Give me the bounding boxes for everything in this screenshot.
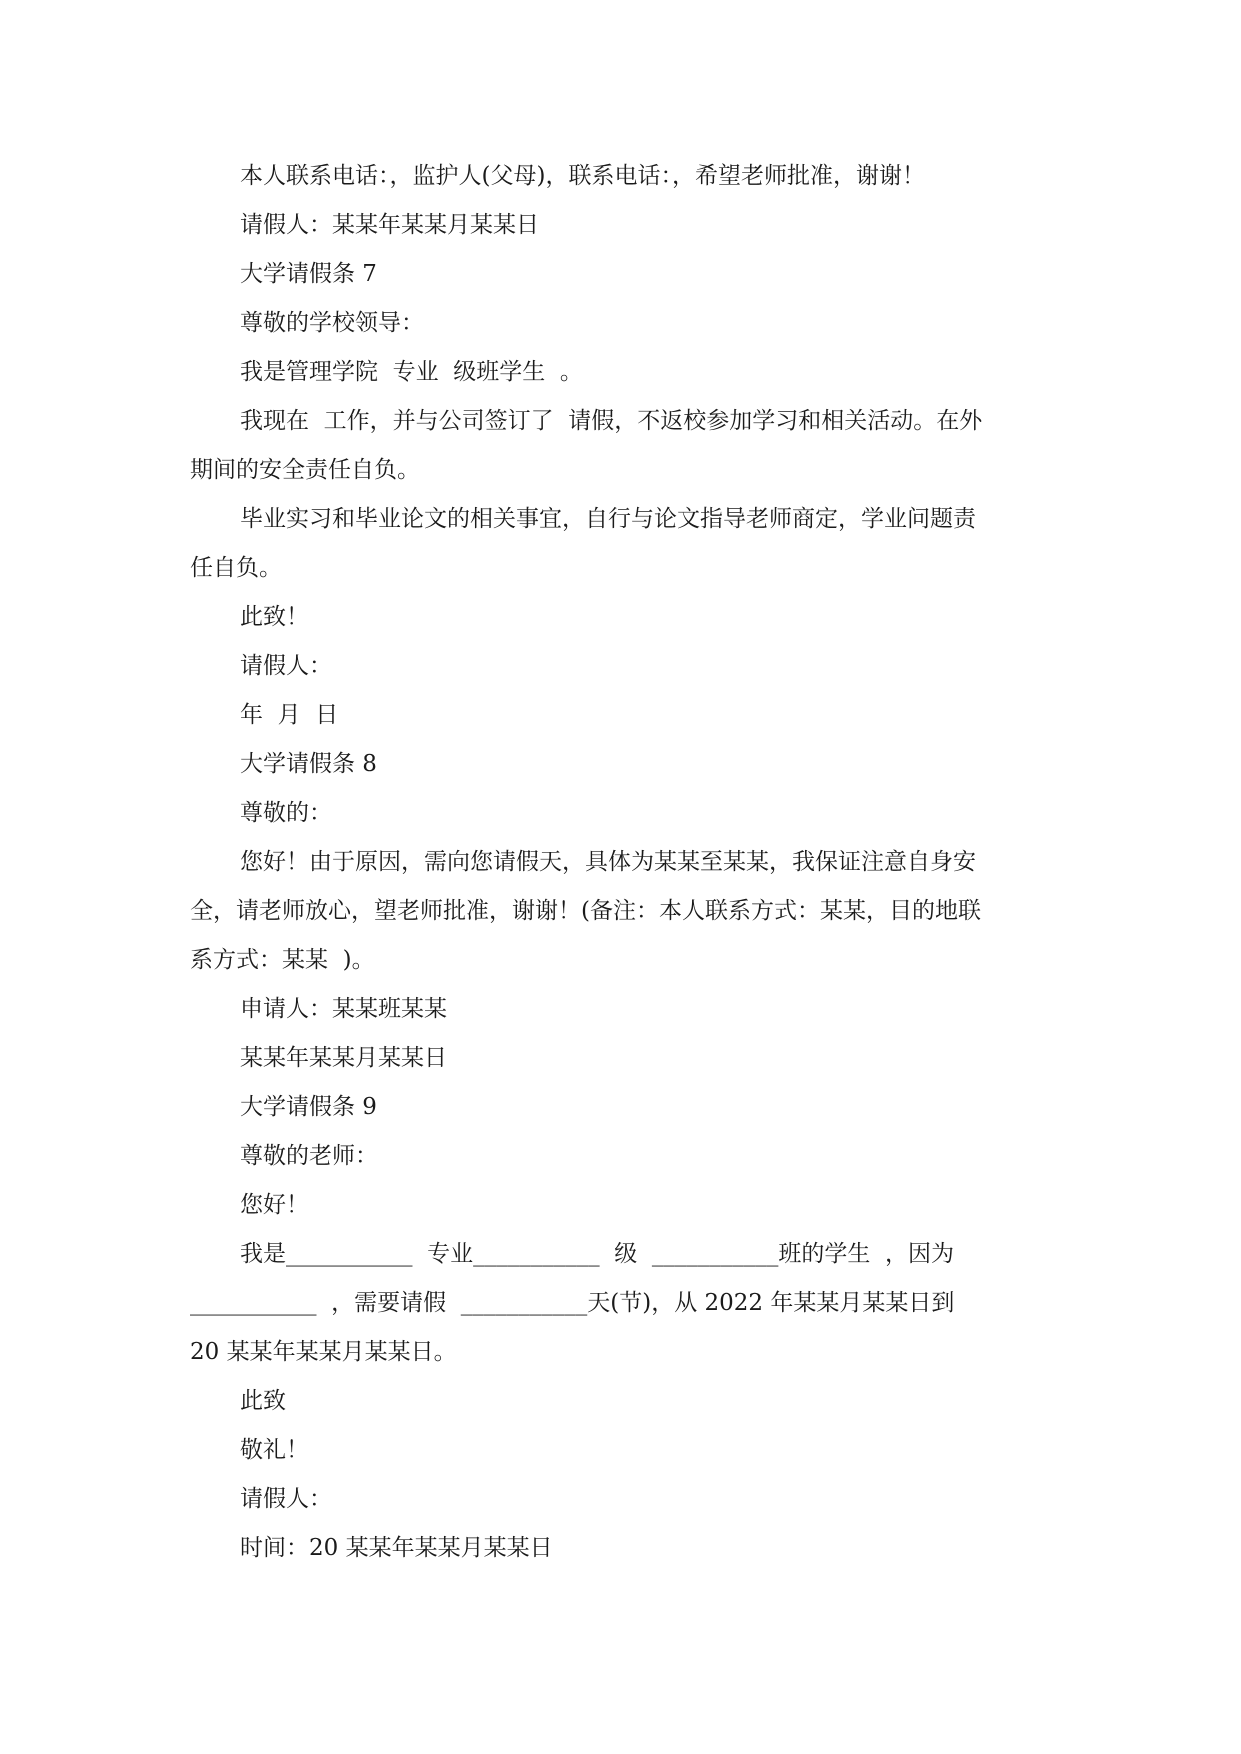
closing-line: 此致！ [240,604,309,630]
date-line: 年 月 日 [240,702,339,728]
body-paragraph-line: 我是管理学院 专业 级班学生 。 [240,359,583,385]
salutation-line: 尊敬的： [240,800,332,826]
requester-line: 请假人： [240,653,332,679]
body-paragraph-line: 任自负。 [190,555,282,581]
body-paragraph-line: 我是___________ 专业___________ 级 ___________班的学生 ，因为 [240,1241,954,1267]
section-heading-8: 大学请假条 8 [240,751,377,777]
requester-date-line: 请假人：某某年某某月某某日 [240,212,539,238]
closing-line: 此致 [240,1388,286,1414]
body-paragraph-line: ___________ ，需要请假 ___________天(节)，从 2022 年某某月某某日到 [190,1290,955,1316]
date-line: 某某年某某月某某日 [240,1045,447,1071]
body-paragraph-line: 系方式：某某 )。 [190,947,375,973]
salutation-line: 尊敬的学校领导： [240,310,424,336]
closing-line: 敬礼！ [240,1437,309,1463]
contact-line: 本人联系电话：，监护人(父母)，联系电话：，希望老师批准，谢谢！ [240,163,925,189]
body-paragraph-line: 20 某某年某某月某某日。 [190,1339,457,1365]
section-heading-7: 大学请假条 7 [240,261,377,287]
body-paragraph-line: 期间的安全责任自负。 [190,457,420,483]
body-paragraph-line: 全，请老师放心，望老师批准，谢谢！(备注：本人联系方式：某某，目的地联 [190,898,981,924]
body-paragraph-line: 我现在 工作，并与公司签订了 请假，不返校参加学习和相关活动。在外 [240,408,983,434]
body-paragraph-line: 毕业实习和毕业论文的相关事宜，自行与论文指导老师商定，学业问题责 [240,506,976,532]
section-heading-9: 大学请假条 9 [240,1094,377,1120]
requester-line: 请假人： [240,1486,332,1512]
greeting-line: 您好！ [240,1192,309,1218]
body-paragraph-line: 您好！由于原因，需向您请假天，具体为某某至某某，我保证注意自身安 [240,849,976,875]
salutation-line: 尊敬的老师： [240,1143,378,1169]
time-line: 时间：20 某某年某某月某某日 [240,1535,553,1561]
applicant-line: 申请人：某某班某某 [240,996,447,1022]
